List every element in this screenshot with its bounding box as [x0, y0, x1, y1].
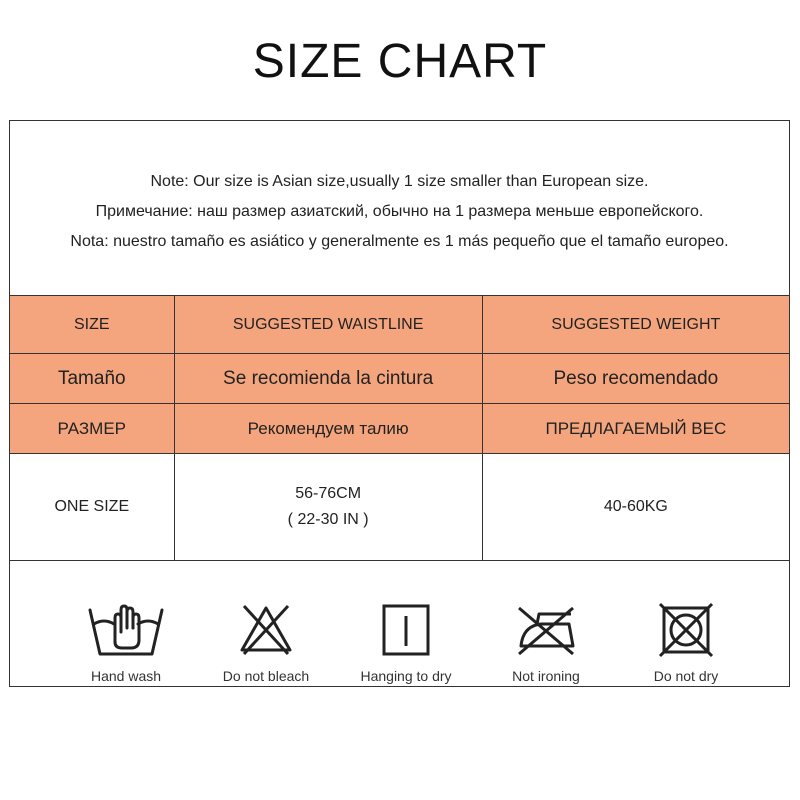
- size-chart-frame: [9, 120, 790, 687]
- header-weight-ru: ПРЕДЛАГАЕМЫЙ ВЕС: [482, 404, 789, 454]
- care-item-do-not-dry: [616, 576, 756, 684]
- do-not-iron-icon: [513, 602, 579, 658]
- do-not-tumble-dry-icon: [658, 602, 714, 658]
- waist-in: ( 22-30 IN ): [287, 511, 369, 528]
- header-size-ru: РАЗМЕР: [10, 404, 175, 454]
- waist-cm: 56-76CM: [295, 485, 362, 502]
- care-item-not-ironing: [476, 576, 616, 684]
- note-spanish: Nota: nuestro tamaño es asiático y generalmente es 1 más pequeño que el tamaño europeo.: [70, 233, 729, 250]
- header-size-es: Tamaño: [10, 354, 175, 404]
- size-table: [9, 295, 790, 561]
- care-item-hanging-dry: [336, 576, 476, 684]
- header-waistline-ru: Рекомендуем талию: [174, 404, 482, 454]
- note-russian: Примечание: наш размер азиатский, обычно на 1 размера меньше европейского.: [95, 203, 704, 220]
- weight-value: 40-60KG: [482, 454, 789, 561]
- page-title: SIZE CHART: [252, 35, 548, 88]
- size-notes: [10, 121, 789, 295]
- header-weight: SUGGESTED WEIGHT: [482, 296, 789, 354]
- header-waistline: SUGGESTED WAISTLINE: [174, 296, 482, 354]
- note-english: Note: Our size is Asian size,usually 1 size smaller than European size.: [150, 173, 649, 190]
- header-row-english: [10, 296, 790, 354]
- header-row-spanish: [10, 354, 790, 404]
- header-size: SIZE: [10, 296, 175, 354]
- care-item-do-not-bleach: [196, 576, 336, 684]
- header-row-russian: [10, 404, 790, 454]
- hanging-dry-icon: [381, 602, 431, 658]
- care-item-hand-wash: [56, 576, 196, 684]
- care-label: Not ironing: [512, 668, 580, 684]
- hand-wash-icon: [86, 602, 166, 658]
- do-not-bleach-icon: [236, 602, 296, 658]
- care-label: Do not dry: [653, 668, 719, 684]
- size-value: ONE SIZE: [10, 454, 175, 561]
- table-row: [10, 454, 790, 561]
- care-instructions: [10, 576, 789, 687]
- header-waistline-es: Se recomienda la cintura: [174, 354, 482, 404]
- header-weight-es: Peso recomendado: [482, 354, 789, 404]
- waistline-value: [174, 454, 482, 561]
- care-label: Hand wash: [90, 668, 162, 684]
- care-label: Do not bleach: [222, 668, 310, 684]
- care-label: Hanging to dry: [360, 668, 452, 684]
